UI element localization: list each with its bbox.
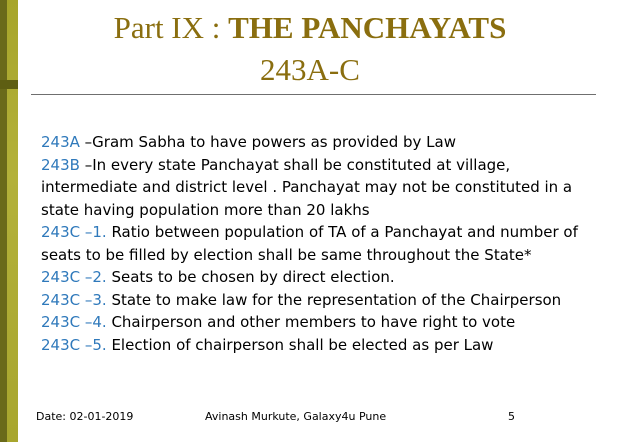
slide-subtitle: 243A-C bbox=[260, 52, 360, 87]
slide-body bbox=[41, 131, 611, 356]
article-ref: 243C –1. bbox=[41, 223, 107, 241]
article-text: –In every state Panchayat shall be constituted at village, intermediate and district level . Panchayat may not be constituted in a state having population more than 20 lakhs bbox=[41, 155, 573, 219]
list-item bbox=[41, 311, 611, 334]
slide-title bbox=[0, 10, 620, 46]
article-text: Seats to be chosen by direct election. bbox=[106, 268, 395, 286]
article-text: Election of chairperson shall be elected as per Law bbox=[106, 335, 494, 354]
article-ref: 243C –5. bbox=[41, 335, 107, 354]
article-ref: 243C –2. bbox=[41, 268, 107, 286]
title-bold: THE PANCHAYATS bbox=[228, 10, 507, 45]
footer-date: Date: 02-01-2019 bbox=[36, 410, 134, 423]
title-prefix: Part IX : bbox=[113, 10, 229, 45]
article-text: Chairperson and other members to have right to vote bbox=[106, 313, 516, 331]
list-item bbox=[41, 266, 611, 289]
article-text: State to make law for the representation of the Chairperson bbox=[106, 290, 562, 309]
article-text: Ratio between population of TA of a Panchayat and number of seats to be filled by election shall be same throughout the State* bbox=[41, 223, 578, 264]
footer-page-number: 5 bbox=[508, 410, 515, 423]
article-ref: 243C –3. bbox=[41, 290, 107, 309]
article-ref: 243B bbox=[41, 155, 80, 174]
list-item bbox=[41, 154, 611, 222]
list-item bbox=[41, 221, 611, 266]
article-ref: 243C –4. bbox=[41, 313, 107, 331]
article-text: –Gram Sabha to have powers as provided by Law bbox=[79, 133, 456, 151]
list-item bbox=[41, 131, 611, 154]
list-item bbox=[41, 289, 611, 312]
list-item bbox=[41, 334, 611, 357]
article-ref: 243A bbox=[41, 133, 80, 151]
title-divider bbox=[31, 94, 596, 95]
footer-author: Avinash Murkute, Galaxy4u Pune bbox=[205, 410, 387, 423]
